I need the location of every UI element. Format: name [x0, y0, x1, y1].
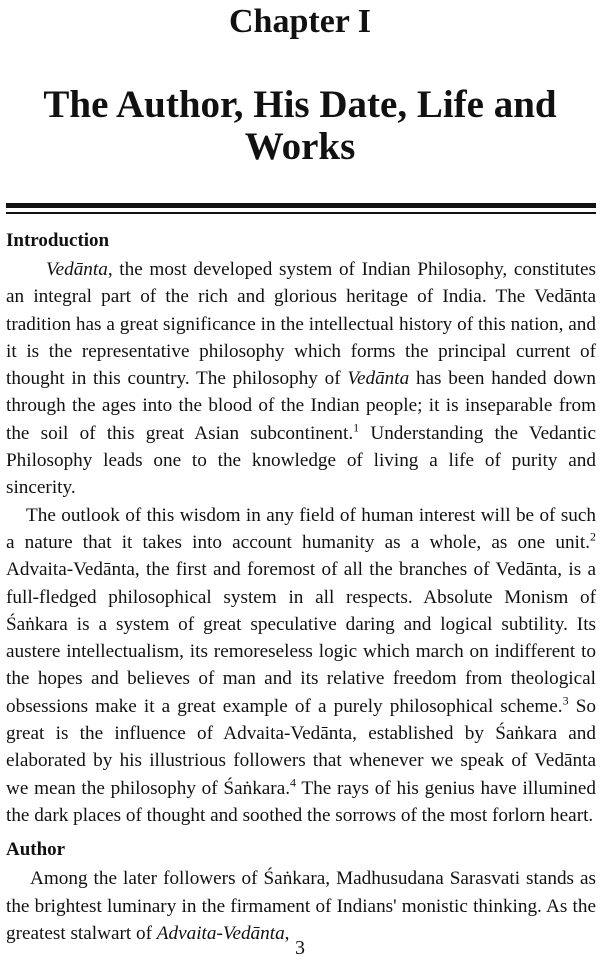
section-heading-author: Author — [6, 839, 66, 861]
section-heading-introduction: Introduction — [6, 230, 110, 251]
footnote-marker: 1 — [353, 420, 360, 435]
chapter-label: Chapter I — [229, 3, 371, 40]
title-rule-thin — [6, 212, 596, 214]
footnote-marker: 3 — [562, 693, 569, 708]
chapter-title: The Author, His Date, Life and Works — [43, 83, 557, 168]
footnote-marker: 4 — [290, 775, 297, 790]
title-rule-thick — [6, 203, 596, 208]
text-run: Understanding the Vedantic Philosophy leads one to the knowledge of living a life of purity and sincerity. — [6, 422, 596, 499]
italic-term: Advaita-Vedānta — [156, 922, 285, 944]
page-number: 3 — [295, 937, 305, 959]
text-run: The rays of his genius have illumined the dark places of thought and soothed the sorrows of the most forlorn heart. — [6, 777, 596, 826]
chapter-body — [6, 226, 596, 947]
paragraph-intro-2 — [6, 502, 596, 830]
italic-term: Vedānta — [46, 259, 108, 280]
text-run: Among the later followers of Śaṅkara, Madhusudana Sarasvati stands as the brightest luminary in the firmament of Indians' monistic thinking. As the greatest stalwart of — [6, 868, 596, 944]
text-run: has been handed down through the ages into the blood of the Indian people; it is inseparable from the soil of this great Asian subcontinent. — [6, 368, 597, 444]
text-run: The outlook of this wisdom in any field of human interest will be of such a nature that it takes into account humanity as a whole, as one unit. — [6, 504, 596, 553]
italic-term: Vedānta — [347, 368, 410, 390]
paragraph-author-1 — [6, 865, 596, 947]
text-run: So great is the influence of Advaita-Vedānta, established by Śaṅkara and elaborated by his illustrious followers that whenever we speak of Vedānta we mean the philosophy of Śaṅkara. — [6, 695, 596, 799]
text-run: Advaita-Vedānta, the first and foremost of all the branches of Vedānta, is a full-fledged philosophical system in all respects. Absolute Monism of Śaṅkara is a system of great speculative daring and logical subtility. Its austere intellectualism, its remoreseless logic which march on indifferent to the hopes and believes of man and its relative freedom from theological obsessions make it a great example of a purely philosophical scheme. — [6, 559, 596, 717]
text-run: , — [284, 922, 290, 944]
footnote-marker: 2 — [590, 529, 596, 544]
paragraph-intro-1 — [6, 256, 596, 502]
text-run: , the most developed system of Indian Philosophy, constitutes an integral part of the rich and glorious heritage of India. The Vedānta tradition has a great significance in the intellectual history of this nation, and it is the representative philosophy which forms the principal current of thought in this country. The philosophy of — [6, 259, 596, 390]
